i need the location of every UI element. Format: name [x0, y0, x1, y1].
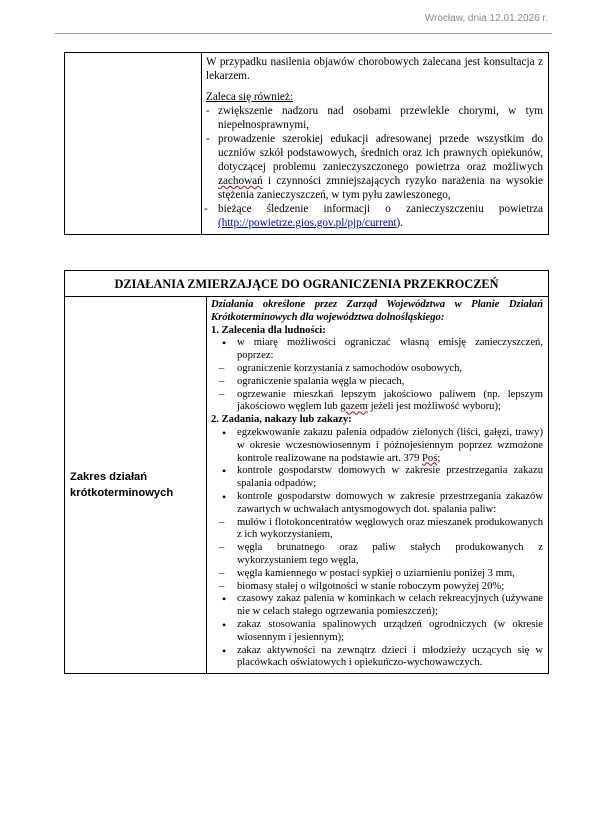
list-item: • czasowy zakaz palenia w kominkach w celach rekreacyjnych (używane nie w celach stałego ogrzewania pomieszczeń); — [211, 593, 543, 619]
scope-label: Zakres działań krótkoterminowych — [65, 297, 207, 674]
list-item: • kontrole gospodarstw domowych w zakresie przestrzegania zakazu spalania odpadów; — [211, 465, 543, 491]
spellcheck-word: gazem — [340, 401, 368, 413]
spellcheck-word: zachowań — [218, 175, 263, 187]
actions-intro: Działania określone przez Zarząd Województwa w Planie Działań Krótkoterminowych dla województwa dolnośląskiego: — [211, 299, 543, 323]
sub-item: – ogrzewanie mieszkań lepszym jakościowo paliwem (np. lepszym jakościowo węglem lub gazem jeżeli jest możliwość wyboru); — [211, 389, 543, 415]
sub-item: – mułów i flotokoncentratów węglowych oraz mieszanek produkowanych z ich wykorzystaniem, — [211, 517, 543, 543]
sub-item: – ograniczenie korzystania z samochodów osobowych, — [211, 363, 543, 376]
sub-item: – węgla brunatnego oraz paliw stałych produkowanych z wykorzystaniem tego węgla, — [211, 542, 543, 568]
sub-list — [237, 517, 543, 594]
list-item: - bieżące śledzenie informacji o zanieczyszczeniu powietrza (http://powietrze.gios.gov.pl/pjp/current). — [204, 202, 543, 230]
list-item: - prowadzenie szerokiej edukacji adresowanej przede wszystkim do uczniów szkół podstawowych, średnich oraz ich prawnych opiekunów, dotyczącej problemu zanieczyszczonego powietrza oraz możliwych zachowań i czynności zmniejszających ryzyko narażenia na wysokie stężenia zanieczyszczeń, w tym pyłu zawieszonego, — [206, 132, 543, 202]
section-title: 2. Zadania, nakazy lub zakazy: — [211, 414, 352, 426]
list-item: • kontrole gospodarstw domowych w zakresie przestrzegania zakazów zawartych w uchwałach antysmogowych dot. spalania paliw: – mułów i flotokoncentratów węglowych oraz mieszanek produkowanych z ich wykorzystaniem, – węgla brunatnego oraz paliw stałych produkowanych z wykorzystaniem tego węgla, – węgla kamiennego w postaci sypkiej o uziarnieniu poniżej 3 mm, – biomasy stałej o wilgotności w stanie roboczym powyżej 20%; — [211, 491, 543, 593]
list-item: • zakaz aktywności na zewnątrz dzieci i młodzieży uczących się w placówkach oświatowych i opiekuńczo-wychowawczych. — [211, 645, 543, 671]
section-title: 1. Zalecenia dla ludności: — [211, 324, 326, 336]
recommendations-table — [64, 52, 549, 235]
sub-list — [237, 363, 543, 414]
sub-item: – węgla kamiennego w postaci sypkiej o uziarnieniu poniżej 3 mm, — [211, 568, 543, 581]
recommendations-cell — [202, 53, 549, 235]
header-divider — [55, 33, 552, 34]
consultation-paragraph: W przypadku nasilenia objawów chorobowych zalecana jest konsultacja z lekarzem. — [206, 56, 543, 82]
sub-item: – biomasy stałej o wilgotności w stanie roboczym powyżej 20%; — [211, 581, 543, 594]
actions-heading: DZIAŁANIA ZMIERZAJĄCE DO OGRANICZENIA PRZEKROCZEŃ — [65, 271, 549, 297]
spellcheck-word: Poś — [422, 452, 438, 464]
recommendation-list — [206, 104, 543, 230]
document-date: Wrocław, dnia 12.01.2026 r. — [424, 13, 548, 24]
list-item: • w miarę możliwości ograniczać własną emisję zanieczyszczeń, poprzez: – ograniczenie korzystania z samochodów osobowych, – ograniczenie spalania węgla w piecach, – ogrzewanie mieszkań lepszym jakościowo paliwem (np. lepszym jakościowo węglem lub gazem jeżeli jest możliwość wyboru); — [211, 337, 543, 414]
gios-link[interactable]: (http://powietrze.gios.gov.pl/pjp/current — [218, 217, 397, 229]
empty-label-cell — [65, 53, 202, 235]
list-item: - zwiększenie nadzoru nad osobami przewlekle chorymi, w tym niepełnosprawnymi, — [206, 104, 543, 132]
sub-item: – ograniczenie spalania węgla w piecach, — [211, 376, 543, 389]
actions-cell — [207, 297, 549, 674]
list-item: • egzekwowanie zakazu palenia odpadów zielonych (liści, gałęzi, trawy) w okresie wczesnowiosennym i późnojesiennym poprzez wzmożone kontrole realizowane na podstawie art. 379 Poś; — [211, 427, 543, 465]
population-recommendations — [211, 337, 543, 414]
also-recommended-heading: Zaleca się również: — [206, 91, 293, 103]
tasks-list — [211, 427, 543, 670]
list-item: • zakaz stosowania spalinowych urządzeń ogrodniczych (w okresie wiosennym i jesiennym); — [211, 619, 543, 645]
actions-table — [64, 270, 549, 674]
